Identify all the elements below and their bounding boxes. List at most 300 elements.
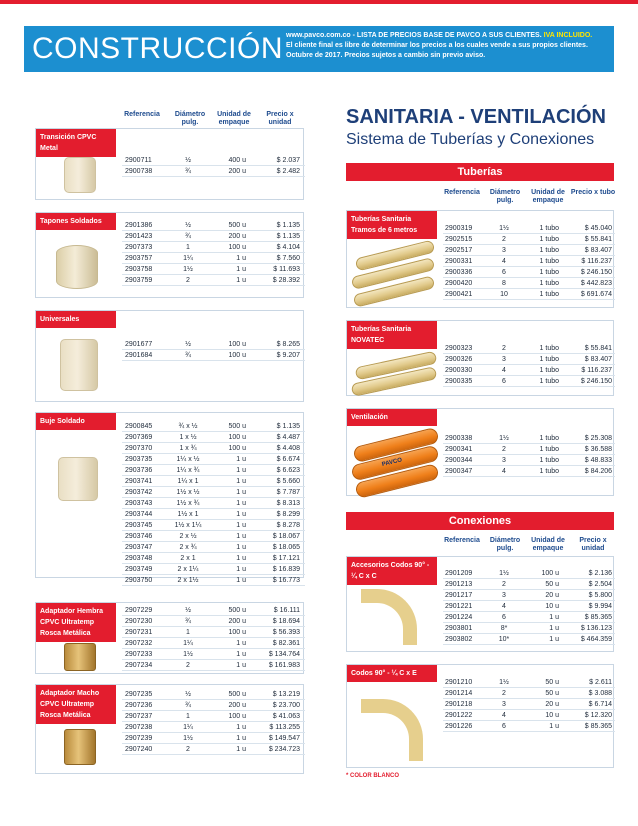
diameter-cell: 10*	[498, 636, 510, 643]
diameter-cell: 3	[502, 457, 506, 464]
ref-cell: 2900420	[445, 280, 473, 287]
table-row	[122, 553, 305, 564]
table-row	[122, 627, 305, 638]
price-cell: $ 246.150	[580, 269, 612, 276]
diameter-cell: 1¼	[183, 724, 193, 731]
unit-cell: 200 u	[228, 168, 246, 175]
tub-rows	[443, 343, 615, 387]
price-cell: $ 691.674	[580, 291, 612, 298]
ref-cell: 2903758	[125, 266, 153, 273]
price-cell: $ 4.104	[276, 244, 300, 251]
diameter-cell: 1	[186, 244, 190, 251]
ref-cell: 2901214	[445, 690, 473, 697]
price-cell: $ 12.320	[584, 712, 612, 719]
diameter-cell: ½	[185, 691, 191, 698]
ref-cell: 2903802	[445, 636, 473, 643]
price-cell: $ 2.136	[588, 570, 612, 577]
unit-cell: 100 u	[228, 434, 246, 441]
table-row	[122, 542, 305, 553]
tub-block-label: Ventilación	[347, 409, 437, 426]
table-row	[122, 509, 305, 520]
price-cell: $ 48.833	[584, 457, 612, 464]
table-row	[122, 744, 305, 755]
left-block-label: Tapones Soldados	[36, 213, 116, 230]
unit-cell: 100 u	[228, 352, 246, 359]
table-row	[122, 660, 305, 671]
ref-cell: 2900323	[445, 345, 473, 352]
table-row	[443, 710, 615, 721]
ref-cell: 2900711	[125, 157, 152, 164]
ref-cell: 2903748	[125, 555, 153, 562]
unit-cell: 1 u	[236, 651, 246, 658]
section-subtitle: Sistema de Tuberías y Conexiones	[346, 131, 595, 148]
diameter-cell: 1½	[499, 225, 509, 232]
table-row	[122, 242, 305, 253]
tub-block-0	[346, 210, 614, 308]
ref-cell: 2901677	[125, 341, 153, 348]
price-cell: $ 16.773	[272, 577, 300, 584]
table-row	[122, 498, 305, 509]
price-cell: $ 55.841	[584, 236, 612, 243]
ref-cell: 2903745	[125, 522, 153, 529]
ref-cell: 2901386	[125, 222, 153, 229]
ref-cell: 2907238	[125, 724, 153, 731]
table-row	[443, 455, 615, 466]
diameter-cell: 1	[186, 629, 190, 636]
ref-cell: 2903735	[125, 456, 153, 463]
unit-cell: 400 u	[228, 157, 246, 164]
header-info-line2: El cliente final es libre de determinar los precios a los cuales vende a sus propios clientes.	[286, 42, 588, 49]
diameter-cell: 3	[502, 247, 506, 254]
price-cell: $ 234.723	[268, 746, 300, 753]
price-cell: $ 7.787	[276, 489, 300, 496]
diameter-cell: 2	[186, 746, 190, 753]
price-cell: $ 55.841	[584, 345, 612, 352]
price-cell: $ 82.361	[272, 640, 300, 647]
unit-cell: 1 u	[236, 577, 246, 584]
con-block-0	[346, 556, 614, 652]
unit-cell: 1 u	[236, 662, 246, 669]
diameter-cell: 6	[502, 269, 506, 276]
diameter-cell: 1½ x ½	[176, 489, 200, 496]
price-cell: $ 23.700	[272, 702, 300, 709]
price-cell: $ 36.588	[584, 446, 612, 453]
unit-cell: 1 tubo	[539, 258, 559, 265]
left-rows	[122, 689, 305, 755]
price-cell: $ 84.206	[584, 468, 612, 475]
unit-cell: 1 u	[549, 614, 559, 621]
unit-cell: 1 tubo	[539, 247, 559, 254]
price-cell: $ 134.764	[268, 651, 300, 658]
price-cell: $ 18.067	[272, 533, 300, 540]
price-cell: $ 116.237	[581, 258, 612, 265]
unit-cell: 1 u	[236, 277, 246, 284]
con-rows	[443, 568, 615, 645]
table-row	[443, 444, 615, 455]
con-col-head-ref: Referencia	[444, 537, 480, 544]
diameter-cell: ¾	[185, 618, 191, 625]
top-accent-bar	[0, 0, 638, 4]
diameter-cell: 3	[502, 356, 506, 363]
unit-cell: 1 u	[236, 456, 246, 463]
tub-rows	[443, 223, 615, 300]
ref-cell: 2907234	[125, 662, 153, 669]
diameter-cell: 6	[502, 614, 506, 621]
diameter-cell: 2	[502, 236, 506, 243]
table-row	[122, 476, 305, 487]
diameter-cell: 2	[502, 581, 506, 588]
ref-cell: 2900421	[445, 291, 473, 298]
ref-cell: 2900335	[445, 378, 473, 385]
unit-cell: 1 u	[236, 489, 246, 496]
table-row	[443, 601, 615, 612]
ref-cell: 2900326	[445, 356, 473, 363]
price-cell: $ 1.135	[276, 423, 300, 430]
price-cell: $ 464.359	[580, 636, 612, 643]
ref-cell: 2901423	[125, 233, 153, 240]
price-cell: $ 136.123	[580, 625, 612, 632]
ref-cell: 2901213	[445, 581, 473, 588]
diameter-cell: 1½ x ¾	[176, 500, 200, 507]
price-cell: $ 85.365	[584, 614, 612, 621]
diameter-cell: 4	[502, 258, 506, 265]
table-row	[122, 421, 305, 432]
diameter-cell: 8*	[500, 625, 508, 632]
price-cell: $ 8.299	[276, 511, 300, 518]
elbow-fitting-image	[361, 589, 417, 645]
unit-cell: 50 u	[545, 679, 559, 686]
diameter-cell: ½	[185, 607, 191, 614]
table-row	[122, 487, 305, 498]
table-row	[443, 579, 615, 590]
unit-cell: 1 tubo	[539, 435, 559, 442]
table-row	[122, 350, 305, 361]
header-info-line1: www.pavco.com.co - LISTA DE PRECIOS BASE DE PAVCO A SUS CLIENTES.	[286, 32, 542, 39]
ref-cell: 2900341	[445, 446, 473, 453]
unit-cell: 1 u	[236, 478, 246, 485]
ref-cell: 2900319	[445, 225, 473, 232]
diameter-cell: 1¼ x 1	[177, 478, 199, 485]
price-cell: $ 2.504	[588, 581, 612, 588]
table-row	[443, 721, 615, 732]
table-row	[443, 433, 615, 444]
male-adapter-image	[64, 729, 96, 765]
price-cell: $ 83.407	[584, 356, 612, 363]
left-col-head-pri: Precio x unidad	[266, 111, 294, 126]
table-row	[122, 733, 305, 744]
con-col-head-dia: Diámetro pulg.	[489, 537, 521, 552]
ref-cell: 2907232	[125, 640, 153, 647]
unit-cell: 1 tubo	[539, 269, 559, 276]
table-row	[122, 649, 305, 660]
page-title: CONSTRUCCIÓN	[32, 32, 283, 65]
tub-block-1	[346, 320, 614, 396]
price-cell: $ 2.037	[276, 157, 300, 164]
unit-cell: 200 u	[228, 702, 246, 709]
diameter-cell: 1½	[499, 570, 509, 577]
unit-cell: 1 tubo	[539, 457, 559, 464]
unit-cell: 100 u	[541, 570, 559, 577]
table-row	[443, 677, 615, 688]
price-cell: $ 18.694	[272, 618, 300, 625]
footnote: * COLOR BLANCO	[346, 773, 399, 779]
unit-cell: 1 u	[236, 522, 246, 529]
ref-cell: 2900338	[445, 435, 473, 442]
unit-cell: 1 tubo	[539, 345, 559, 352]
unit-cell: 1 u	[549, 625, 559, 632]
unit-cell: 1 u	[236, 500, 246, 507]
price-cell: $ 6.674	[276, 456, 300, 463]
ref-cell: 2901210	[445, 679, 473, 686]
unit-cell: 1 tubo	[539, 356, 559, 363]
table-row	[122, 616, 305, 627]
table-row	[122, 605, 305, 616]
female-adapter-image	[64, 643, 96, 671]
header-info	[286, 31, 606, 61]
left-col-head-uni: Unidad de empaque	[217, 111, 251, 126]
table-row	[443, 289, 615, 300]
ref-cell: 2900738	[125, 168, 153, 175]
diameter-cell: 6	[502, 378, 506, 385]
ref-cell: 2903801	[445, 625, 473, 632]
diameter-cell: 2	[502, 690, 506, 697]
table-row	[443, 634, 615, 645]
table-row	[122, 443, 305, 454]
bushing-fitting-image	[58, 457, 98, 501]
price-cell: $ 28.392	[272, 277, 300, 284]
unit-cell: 500 u	[228, 691, 246, 698]
price-cell: $ 16.111	[273, 607, 300, 614]
unit-cell: 50 u	[545, 690, 559, 697]
price-cell: $ 16.839	[272, 566, 300, 573]
price-cell: $ 161.983	[268, 662, 300, 669]
unit-cell: 1 u	[236, 724, 246, 731]
table-row	[443, 568, 615, 579]
unit-cell: 1 u	[236, 555, 246, 562]
ref-cell: 2903749	[125, 566, 153, 573]
tub-block-label: Tuberías Sanitaria NOVATEC	[347, 321, 437, 349]
diameter-cell: 2	[502, 345, 506, 352]
table-row	[122, 253, 305, 264]
table-row	[122, 700, 305, 711]
diameter-cell: 1½ x 1¼	[174, 522, 202, 529]
ref-cell: 2907236	[125, 702, 153, 709]
unit-cell: 1 tubo	[539, 291, 559, 298]
table-row	[122, 564, 305, 575]
unit-cell: 10 u	[545, 712, 559, 719]
diameter-cell: 1 x ¾	[179, 445, 197, 452]
diameter-cell: ¾	[185, 702, 191, 709]
table-row	[122, 722, 305, 733]
diameter-cell: 3	[502, 592, 506, 599]
unit-cell: 100 u	[228, 244, 246, 251]
table-row	[443, 223, 615, 234]
ref-cell: 2901209	[445, 570, 473, 577]
ref-cell: 2903746	[125, 533, 153, 540]
ref-cell: 2900845	[125, 423, 153, 430]
table-row	[443, 256, 615, 267]
ref-cell: 2901684	[125, 352, 153, 359]
price-cell: $ 41.063	[272, 713, 300, 720]
ref-cell: 2907373	[125, 244, 153, 251]
unit-cell: 1 u	[236, 266, 246, 273]
left-block-5	[35, 684, 304, 774]
ref-cell: 2907235	[125, 691, 153, 698]
ref-cell: 2901221	[445, 603, 473, 610]
table-row	[122, 520, 305, 531]
unit-cell: 500 u	[228, 222, 246, 229]
ref-cell: 2907230	[125, 618, 153, 625]
diameter-cell: 1½	[183, 651, 193, 658]
table-row	[122, 575, 305, 586]
page-header	[24, 26, 614, 72]
unit-cell: 1 u	[236, 544, 246, 551]
diameter-cell: 2 x 1	[180, 555, 196, 562]
diameter-cell: 2 x 1¼	[177, 566, 199, 573]
unit-cell: 200 u	[228, 233, 246, 240]
diameter-cell: 2	[186, 277, 190, 284]
price-cell: $ 5.800	[588, 592, 612, 599]
left-block-4	[35, 602, 304, 674]
price-cell: $ 3.088	[588, 690, 612, 697]
table-row	[122, 264, 305, 275]
ref-cell: 2902517	[445, 247, 473, 254]
price-cell: $ 442.823	[580, 280, 612, 287]
price-cell: $ 113.255	[269, 724, 300, 731]
diameter-cell: 3	[502, 701, 506, 708]
price-cell: $ 18.065	[272, 544, 300, 551]
unit-cell: 1 tubo	[539, 378, 559, 385]
diameter-cell: 1	[186, 713, 190, 720]
diameter-cell: 1¼	[183, 255, 193, 262]
table-row	[122, 231, 305, 242]
con-block-label: Accesorios Codos 90° - ¼ C x C	[347, 557, 437, 585]
unit-cell: 1 u	[236, 511, 246, 518]
unit-cell: 1 u	[236, 255, 246, 262]
section-title: SANITARIA - VENTILACIÓN	[346, 106, 606, 128]
ref-cell: 2901218	[445, 701, 473, 708]
ref-cell: 2902515	[445, 236, 473, 243]
left-block-2	[35, 310, 304, 402]
unit-cell: 100 u	[228, 629, 246, 636]
ref-cell: 2903750	[125, 577, 153, 584]
table-row	[122, 454, 305, 465]
unit-cell: 10 u	[545, 603, 559, 610]
table-row	[122, 155, 305, 166]
left-block-3	[35, 412, 304, 584]
ref-cell: 2903747	[125, 544, 153, 551]
ref-cell: 2901226	[445, 723, 473, 730]
table-row	[122, 638, 305, 649]
tub-block-2	[346, 408, 614, 496]
price-cell: $ 56.393	[272, 629, 300, 636]
transition-fitting-image	[64, 157, 96, 193]
left-block-1	[35, 212, 304, 298]
unit-cell: 20 u	[545, 701, 559, 708]
price-cell: $ 11.693	[273, 266, 300, 273]
left-block-label: Universales	[36, 311, 116, 328]
unit-cell: 1 tubo	[539, 367, 559, 374]
diameter-cell: 1¼	[183, 640, 193, 647]
unit-cell: 50 u	[545, 581, 559, 588]
table-row	[443, 354, 615, 365]
price-cell: $ 1.135	[276, 222, 300, 229]
unit-cell: 1 tubo	[539, 225, 559, 232]
table-row	[443, 267, 615, 278]
ref-cell: 2907229	[125, 607, 153, 614]
unit-cell: 1 u	[549, 636, 559, 643]
tub-block-label: Tuberías Sanitaria Tramos de 6 metros	[347, 211, 437, 239]
diameter-cell: ¾	[185, 352, 191, 359]
unit-cell: 1 tubo	[539, 280, 559, 287]
left-block-label: Adaptador Macho CPVC Ultratemp Rosca Metálica	[36, 685, 116, 724]
diameter-cell: 10	[500, 291, 508, 298]
tub-col-head-ref: Referencia	[444, 189, 480, 196]
table-row	[122, 711, 305, 722]
header-info-highlight: IVA INCLUIDO.	[543, 32, 593, 39]
price-cell: $ 2.482	[276, 168, 300, 175]
left-block-label: Buje Soldado	[36, 413, 116, 430]
diameter-cell: 1 x ½	[179, 434, 197, 441]
left-col-head-ref: Referencia	[124, 111, 160, 118]
unit-cell: 1 u	[236, 735, 246, 742]
left-block-0	[35, 128, 304, 200]
ref-cell: 2907369	[125, 434, 153, 441]
price-cell: $ 9.207	[276, 352, 300, 359]
price-cell: $ 85.365	[584, 723, 612, 730]
header-info-line3: Octubre de 2017. Precios sujetos a cambio sin previo aviso.	[286, 52, 486, 59]
table-row	[443, 365, 615, 376]
unit-cell: 1 tubo	[539, 468, 559, 475]
ref-cell: 2903743	[125, 500, 153, 507]
ref-cell: 2900347	[445, 468, 473, 475]
price-cell: $ 4.408	[276, 445, 300, 452]
ref-cell: 2907231	[125, 629, 153, 636]
tub-col-head-dia: Diámetro pulg.	[489, 189, 521, 204]
ref-cell: 2903742	[125, 489, 153, 496]
table-row	[443, 376, 615, 387]
price-cell: $ 6.623	[276, 467, 300, 474]
table-row	[443, 234, 615, 245]
unit-cell: 200 u	[228, 618, 246, 625]
ref-cell: 2901222	[445, 712, 473, 719]
diameter-cell: 1½	[183, 266, 193, 273]
table-row	[443, 623, 615, 634]
left-rows	[122, 155, 305, 177]
unit-cell: 1 u	[236, 746, 246, 753]
diameter-cell: ¾	[185, 233, 191, 240]
left-rows	[122, 421, 305, 586]
ref-cell: 2907239	[125, 735, 153, 742]
diameter-cell: ½	[185, 222, 191, 229]
diameter-cell: 2 x ¾	[179, 544, 197, 551]
ref-cell: 2907370	[125, 445, 153, 452]
price-cell: $ 83.407	[584, 247, 612, 254]
table-row	[443, 466, 615, 477]
table-row	[443, 278, 615, 289]
con-rows	[443, 677, 615, 732]
ref-cell: 2903757	[125, 255, 153, 262]
diameter-cell: ¾	[185, 168, 191, 175]
diameter-cell: ½	[185, 157, 191, 164]
diameter-cell: 1¼ x ½	[176, 456, 200, 463]
unit-cell: 100 u	[228, 341, 246, 348]
pipe-print-text: PAVCO	[381, 457, 403, 469]
unit-cell: 1 tubo	[539, 446, 559, 453]
table-row	[443, 699, 615, 710]
left-rows	[122, 339, 305, 361]
unit-cell: 1 tubo	[539, 236, 559, 243]
